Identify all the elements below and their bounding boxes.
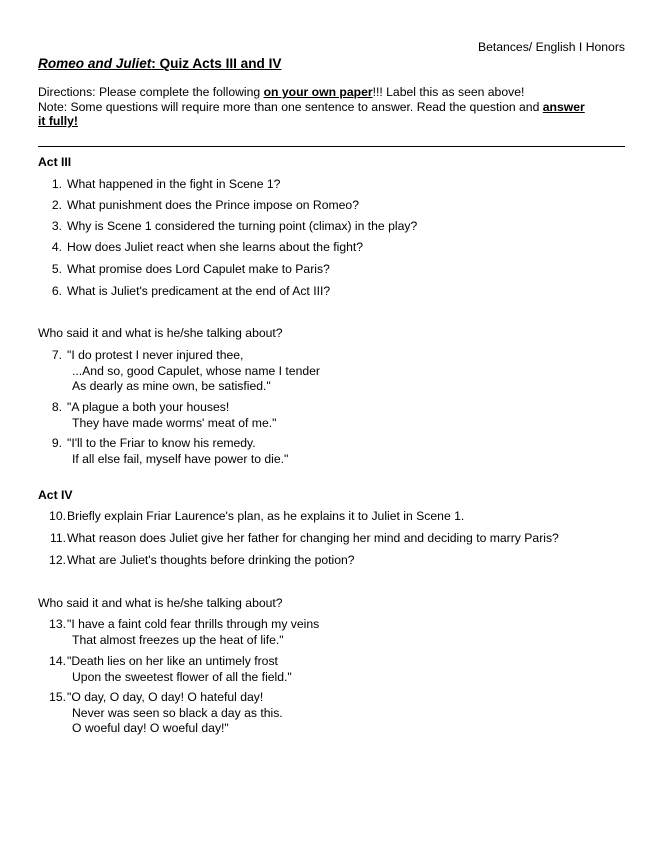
question-number: 8. bbox=[51, 400, 62, 414]
note-emphasis: answer bbox=[542, 99, 585, 114]
question-number: 10. bbox=[49, 509, 66, 523]
question-text: How does Juliet react when she learns about the fight? bbox=[67, 240, 364, 254]
quote-line: "A plague a both your houses! bbox=[67, 400, 230, 414]
question-text: What are Juliet's thoughts before drinking the potion? bbox=[67, 553, 355, 567]
quote-line: ...And so, good Capulet, whose name I tender bbox=[72, 363, 320, 378]
question-text: What promise does Lord Capulet make to Paris? bbox=[67, 262, 330, 276]
question-text: What happened in the fight in Scene 1? bbox=[67, 177, 281, 191]
quote-text bbox=[67, 654, 292, 685]
question-number: 2. bbox=[51, 198, 62, 212]
question-number: 3. bbox=[51, 219, 62, 233]
quote-line: Upon the sweetest flower of all the field." bbox=[72, 669, 292, 684]
quiz-title-rest: : Quiz Acts III and IV bbox=[151, 56, 282, 71]
directions-text: Directions: Please complete the following bbox=[38, 85, 264, 99]
act-4-heading: Act IV bbox=[38, 488, 73, 502]
quote-line: "I do protest I never injured thee, bbox=[67, 348, 244, 362]
question-number: 11. bbox=[49, 531, 66, 545]
question-number: 1. bbox=[51, 177, 62, 191]
question-number: 12. bbox=[49, 553, 66, 567]
quote-text bbox=[67, 617, 319, 648]
directions-emphasis: on your own paper bbox=[263, 85, 373, 99]
quote-line: Never was seen so black a day as this. bbox=[72, 705, 283, 720]
question-text: Briefly explain Friar Laurence's plan, as he explains it to Juliet in Scene 1. bbox=[67, 509, 465, 523]
quote-text bbox=[67, 348, 320, 395]
question-number: 15. bbox=[49, 690, 66, 704]
question-number: 4. bbox=[51, 240, 62, 254]
quote-line: If all else fail, myself have power to die." bbox=[72, 451, 289, 466]
question-text: What punishment does the Prince impose on Romeo? bbox=[67, 198, 359, 212]
quote-line: That almost freezes up the heat of life." bbox=[72, 632, 284, 647]
quote-line: As dearly as mine own, be satisfied." bbox=[72, 379, 271, 393]
directions bbox=[38, 85, 628, 129]
quote-line: They have made worms' meat of me." bbox=[72, 415, 277, 430]
question-number: 5. bbox=[51, 262, 62, 276]
directions-line-1 bbox=[38, 85, 628, 100]
quote-text bbox=[67, 690, 283, 737]
note-emphasis: it fully! bbox=[38, 114, 78, 128]
question-number: 6. bbox=[51, 284, 62, 298]
question-number: 7. bbox=[51, 348, 62, 362]
question-text: Why is Scene 1 considered the turning point (climax) in the play? bbox=[67, 219, 418, 233]
quote-line: O woeful day! O woeful day!" bbox=[72, 721, 229, 735]
question-number: 9. bbox=[51, 436, 62, 450]
quiz-title bbox=[38, 56, 281, 72]
who-said-prompt: Who said it and what is he/she talking about? bbox=[38, 596, 283, 610]
question-number: 13. bbox=[49, 617, 66, 631]
quiz-title-work: Romeo and Juliet bbox=[38, 56, 152, 71]
act-3-heading: Act III bbox=[38, 155, 72, 169]
question-number: 14. bbox=[49, 654, 66, 668]
directions-line-2 bbox=[38, 100, 628, 115]
divider bbox=[38, 146, 625, 147]
who-said-prompt: Who said it and what is he/she talking about? bbox=[38, 326, 283, 340]
question-text: What reason does Juliet give her father for changing her mind and deciding to marry Paris? bbox=[67, 531, 559, 545]
quote-line: "Death lies on her like an untimely frost bbox=[67, 654, 278, 668]
question-text: What is Juliet's predicament at the end of Act III? bbox=[67, 284, 331, 298]
quote-line: "I have a faint cold fear thrills through my veins bbox=[67, 617, 320, 631]
quote-text bbox=[67, 436, 288, 467]
note-text: Note: Some questions will require more than one sentence to answer. Read the question and bbox=[38, 99, 543, 114]
teacher-course-label: Betances/ English I Honors bbox=[477, 40, 625, 54]
quote-text bbox=[67, 400, 276, 431]
directions-text: !!! Label this as seen above! bbox=[372, 85, 525, 99]
quote-line: "I'll to the Friar to know his remedy. bbox=[67, 436, 256, 450]
directions-line-3 bbox=[38, 114, 628, 129]
quote-line: "O day, O day, O day! O hateful day! bbox=[67, 690, 264, 704]
